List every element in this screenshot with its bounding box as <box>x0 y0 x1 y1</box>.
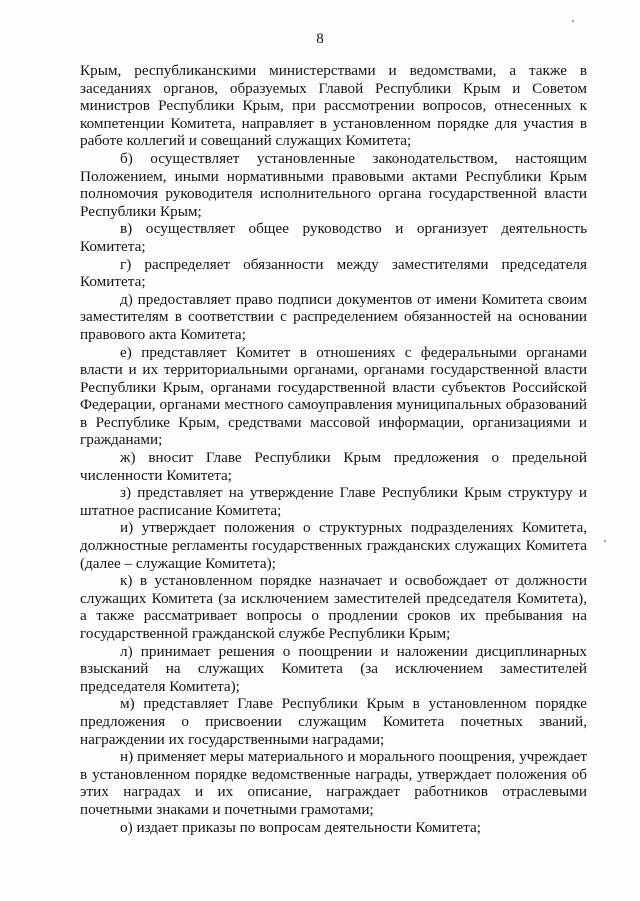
paragraph-item-v: в) осуществляет общее руководство и организует деятельность Комитета; <box>80 220 587 255</box>
paragraph-item-g: г) распределяет обязанности между заместителями председателя Комитета; <box>80 255 587 291</box>
paragraph-continuation: Крым, республиканскими министерствами и ведомствами, а также в заседаниях органов, образуемых Главой Республики Крым и Советом министров Республики Крым, при рассмотрении вопросов, отнесенных к компетенции Комитета, направляет в установленном порядке для участия в работе коллегий и совещаний служащих Комитета; <box>80 62 587 150</box>
paragraph-item-k: к) в установленном порядке назначает и освобождает от должности служащих Комитета (за исключением заместителей председателя Комитета), а также рассматривает вопросы о продлении сроков их пребывания на государственной гражданской службе Республики Крым; <box>80 572 587 642</box>
paragraph-item-zh: ж) вносит Главе Республики Крым предложения о предельной численности Комитета; <box>80 449 587 484</box>
paragraph-item-n: н) применяет меры материального и морального поощрения, учреждает в установленном порядке ведомственные награды, утверждает положения об этих наградах и их описание, награждает работников отраслевыми почетными знаками и почетными грамотами; <box>80 748 587 818</box>
paragraph-item-o: о) издает приказы по вопросам деятельности Комитета; <box>120 818 481 836</box>
paragraph-item-m: м) представляет Главе Республики Крым в установленном порядке предложения о присвоении служащим Комитета почетных званий, награждении их государственными наградами; <box>80 695 587 748</box>
page-number: 8 <box>316 31 324 47</box>
document-body <box>80 62 587 836</box>
paragraph-item-z: з) представляет на утверждение Главе Республики Крым структуру и штатное расписание Комитета; <box>80 484 587 519</box>
scan-speck <box>604 540 606 542</box>
paragraph-item-e: е) представляет Комитет в отношениях с федеральными органами власти и их территориальными органами, органами государственной власти Республики Крым, органами государственной власти субъектов Российской Федерации, органами местного самоуправления муниципальных образований в Республике Крым, средствами массовой информации, организациями и гражданами; <box>80 343 587 449</box>
paragraph-item-l: л) принимает решения о поощрении и наложении дисциплинарных взысканий на служащих Комитета (за исключением заместителей председателя Комитета); <box>80 642 587 695</box>
paragraph-item-d: д) предоставляет право подписи документов от имени Комитета своим заместителям в соответствии с распределением обязанностей на основании правового акта Комитета; <box>80 290 587 343</box>
paragraph-item-i: и) утверждает положения о структурных подразделениях Комитета, должностные регламенты государственных гражданских служащих Комитета (далее – служащие Комитета); <box>80 519 587 572</box>
scan-speck <box>572 20 574 22</box>
paragraph-item-b: б) осуществляет установленные законодательством, настоящим Положением, иными нормативными правовыми актами Республики Крым полномочия руководителя исполнительного органа государственной власти Республики Крым; <box>80 149 587 220</box>
